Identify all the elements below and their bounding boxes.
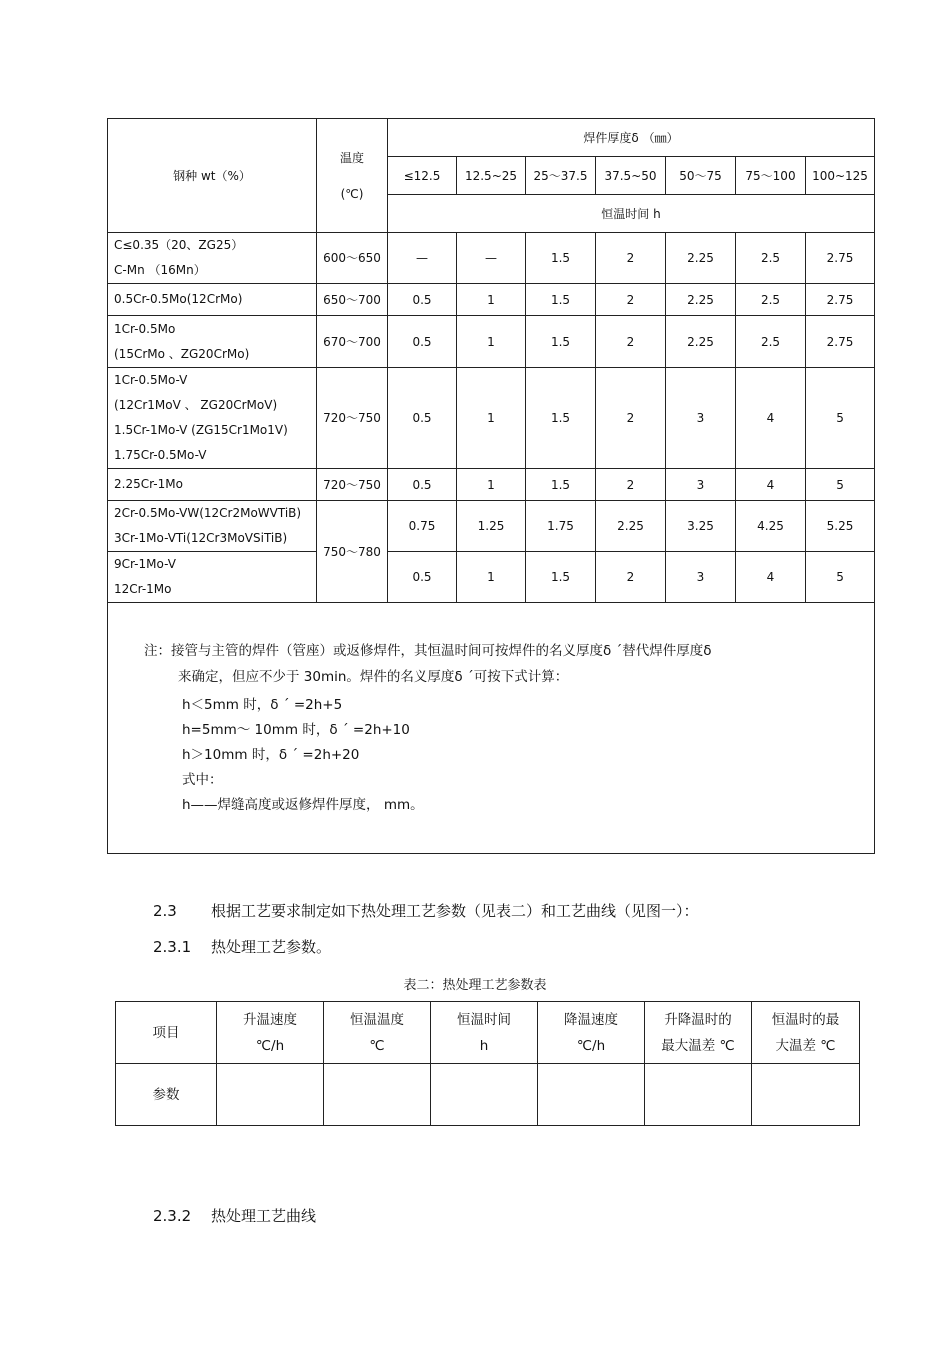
temperature-label: 温度 (339, 150, 364, 165)
hold-time-cell: 3.25 (666, 501, 736, 552)
hold-time-cell: 0.5 (388, 368, 457, 469)
hold-time-cell: 4.25 (736, 501, 806, 552)
hold-time-cell: 0.5 (388, 316, 457, 368)
hold-time-cell: 2 (596, 368, 666, 469)
steel-name: 1Cr-0.5Mo-V (114, 373, 188, 387)
thickness-col-4: 50～75 (666, 157, 736, 195)
steel-cell (108, 501, 317, 552)
param-header-line: 恒温时的最 (771, 1011, 840, 1028)
steel-name: 1.5Cr-1Mo-V (ZG15Cr1Mo1V) (114, 423, 288, 437)
note-line: h＞10mm 时，δ ˊ =2h+20 (182, 747, 360, 763)
temp-cell: 720～750 (317, 368, 388, 469)
table-row (108, 469, 875, 501)
hold-time-cell: 0.5 (388, 284, 457, 316)
thickness-col-5: 75～100 (736, 157, 806, 195)
temp-cell: 750～780 (317, 501, 388, 603)
holding-time-table (107, 118, 875, 854)
param-header-line: 升降温时的 (664, 1011, 732, 1028)
steel-cell (108, 284, 317, 316)
steel-name: (15CrMo 、ZG20CrMo) (114, 346, 250, 361)
steel-cell (108, 316, 317, 368)
temp-cell: 600～650 (317, 233, 388, 284)
steel-name: 12Cr-1Mo (114, 582, 172, 596)
table-row (108, 368, 875, 469)
param-header-line: ℃ (369, 1037, 385, 1054)
param-header-cell (217, 1002, 324, 1064)
hold-time-cell: 1.25 (457, 501, 526, 552)
item-header: 项目 (116, 1002, 217, 1064)
note-line: h＜5mm 时，δ ˊ =2h+5 (182, 697, 343, 713)
section-2-3-2 (153, 1205, 316, 1226)
param-header-line: ℃/h (576, 1037, 606, 1054)
hold-time-cell: 1 (457, 552, 526, 603)
temperature-header (317, 119, 388, 233)
hold-time-cell: 0.5 (388, 469, 457, 501)
section-number: 2.3.1 (153, 938, 192, 956)
param-header-cell (324, 1002, 431, 1064)
steel-name: 3Cr-1Mo-VTi(12Cr3MoVSiTiB) (114, 531, 288, 545)
param-header-line: 恒温温度 (350, 1011, 404, 1028)
steel-cell (108, 233, 317, 284)
hold-time-cell: — (457, 233, 526, 284)
param-header-cell (645, 1002, 752, 1064)
temp-cell: 650～700 (317, 284, 388, 316)
note-line: 来确定，但应不少于 30min。焊件的名义厚度δ ˊ可按下式计算： (178, 669, 569, 685)
steel-name: 9Cr-1Mo-V (114, 557, 176, 571)
param-value-cell (752, 1064, 860, 1126)
hold-time-header: 恒温时间 h (388, 195, 875, 233)
hold-time-cell: 1.5 (526, 552, 596, 603)
section-number: 2.3.2 (153, 1207, 192, 1225)
steel-name: 0.5Cr-0.5Mo(12CrMo) (114, 292, 243, 306)
param-header-line: 降温速度 (564, 1011, 618, 1028)
hold-time-cell: 2.25 (596, 501, 666, 552)
hold-time-cell: 2 (596, 316, 666, 368)
param-header-cell (752, 1002, 860, 1064)
thickness-col-3: 37.5~50 (596, 157, 666, 195)
param-header-line: 升温速度 (243, 1011, 297, 1028)
param-header-line: 恒温时间 (457, 1011, 511, 1028)
param-value-cell (324, 1064, 431, 1126)
table-row (108, 316, 875, 368)
table2-param-row (116, 1064, 860, 1126)
note (108, 603, 874, 853)
param-value-cell (645, 1064, 752, 1126)
hold-time-cell: 1.5 (526, 233, 596, 284)
hold-time-cell: 0.5 (388, 552, 457, 603)
hold-time-cell: 1.5 (526, 284, 596, 316)
param-header-line: h (479, 1037, 489, 1054)
table-row (108, 501, 875, 552)
hold-time-cell: 4 (736, 469, 806, 501)
steel-name: 1Cr-0.5Mo (114, 321, 176, 336)
table-row (108, 552, 875, 603)
section-2-3-1 (153, 936, 331, 957)
hold-time-cell: 2.5 (736, 284, 806, 316)
section-text: 热处理工艺曲线 (211, 1207, 317, 1225)
note-line: h——焊缝高度或返修焊件厚度， mm。 (182, 797, 424, 813)
hold-time-cell: 5 (806, 552, 875, 603)
steel-name: (12Cr1MoV 、 ZG20CrMoV) (114, 398, 278, 412)
table-row (108, 284, 875, 316)
temperature-unit: (℃) (340, 186, 364, 201)
note-line: h=5mm～ 10mm 时，δ ˊ =2h+10 (182, 722, 410, 738)
temp-cell: 720～750 (317, 469, 388, 501)
section-2-3 (153, 900, 699, 921)
hold-time-cell: 2.5 (736, 316, 806, 368)
hold-time-cell: 1.5 (526, 368, 596, 469)
steel-name: 2Cr-0.5Mo-VW(12Cr2MoWVTiB) (114, 506, 302, 520)
thickness-col-2: 25～37.5 (526, 157, 596, 195)
hold-time-cell: 2.75 (806, 284, 875, 316)
hold-time-cell: 2.5 (736, 233, 806, 284)
hold-time-cell: 2.75 (806, 233, 875, 284)
process-params-table (115, 1001, 860, 1126)
hold-time-cell: 0.75 (388, 501, 457, 552)
thickness-col-1: 12.5~25 (457, 157, 526, 195)
param-header-cell (538, 1002, 645, 1064)
steel-name: 2.25Cr-1Mo (114, 477, 183, 491)
thickness-col-0: ≤12.5 (388, 157, 457, 195)
temp-cell: 670～700 (317, 316, 388, 368)
param-header-cell (431, 1002, 538, 1064)
steel-cell (108, 469, 317, 501)
hold-time-cell: 1.5 (526, 469, 596, 501)
thickness-header: 焊件厚度δ （㎜） (388, 119, 875, 157)
section-number: 2.3 (153, 902, 177, 920)
hold-time-cell: 4 (736, 552, 806, 603)
table-row (108, 233, 875, 284)
steel-name: C≤0.35（20、ZG25） (114, 238, 244, 252)
note-cell (108, 603, 875, 854)
steel-type-header: 钢种 wt（%） (108, 119, 317, 233)
hold-time-cell: 1 (457, 469, 526, 501)
param-value-cell (217, 1064, 324, 1126)
param-header-line: 大温差 ℃ (775, 1037, 836, 1054)
hold-time-cell: 1 (457, 316, 526, 368)
hold-time-cell: 4 (736, 368, 806, 469)
note-line: 注：接管与主管的焊件（管座）或返修焊件，其恒温时间可按焊件的名义厚度δ ˊ替代焊件厚度δ (144, 643, 712, 659)
hold-time-cell: 1 (457, 284, 526, 316)
hold-time-cell: 5 (806, 368, 875, 469)
hold-time-cell: 5.25 (806, 501, 875, 552)
hold-time-cell: 2 (596, 284, 666, 316)
thickness-col-6: 100~125 (806, 157, 875, 195)
note-line: 式中： (182, 772, 223, 788)
param-value-cell (431, 1064, 538, 1126)
hold-time-cell: 2.25 (666, 316, 736, 368)
hold-time-cell: 3 (666, 552, 736, 603)
param-value-cell (538, 1064, 645, 1126)
steel-name: 1.75Cr-0.5Mo-V (114, 448, 207, 462)
table2-caption: 表二：热处理工艺参数表 (403, 978, 547, 993)
hold-time-cell: 1 (457, 368, 526, 469)
hold-time-cell: — (388, 233, 457, 284)
hold-time-cell: 2.75 (806, 316, 875, 368)
param-label: 参数 (116, 1064, 217, 1126)
hold-time-cell: 2.25 (666, 233, 736, 284)
hold-time-cell: 3 (666, 368, 736, 469)
section-text: 热处理工艺参数。 (211, 938, 332, 956)
hold-time-cell: 2 (596, 552, 666, 603)
hold-time-cell: 2.25 (666, 284, 736, 316)
param-header-line: 最大温差 ℃ (661, 1037, 735, 1054)
steel-cell (108, 552, 317, 603)
hold-time-cell: 5 (806, 469, 875, 501)
hold-time-cell: 3 (666, 469, 736, 501)
param-header-line: ℃/h (255, 1037, 285, 1054)
section-text: 根据工艺要求制定如下热处理工艺参数（见表二）和工艺曲线（见图一）： (211, 902, 699, 920)
steel-name: C-Mn （16Mn） (114, 263, 206, 277)
hold-time-cell: 2 (596, 233, 666, 284)
steel-cell (108, 368, 317, 469)
hold-time-cell: 1.5 (526, 316, 596, 368)
hold-time-cell: 1.75 (526, 501, 596, 552)
hold-time-cell: 2 (596, 469, 666, 501)
table2-header-row (116, 1002, 860, 1064)
